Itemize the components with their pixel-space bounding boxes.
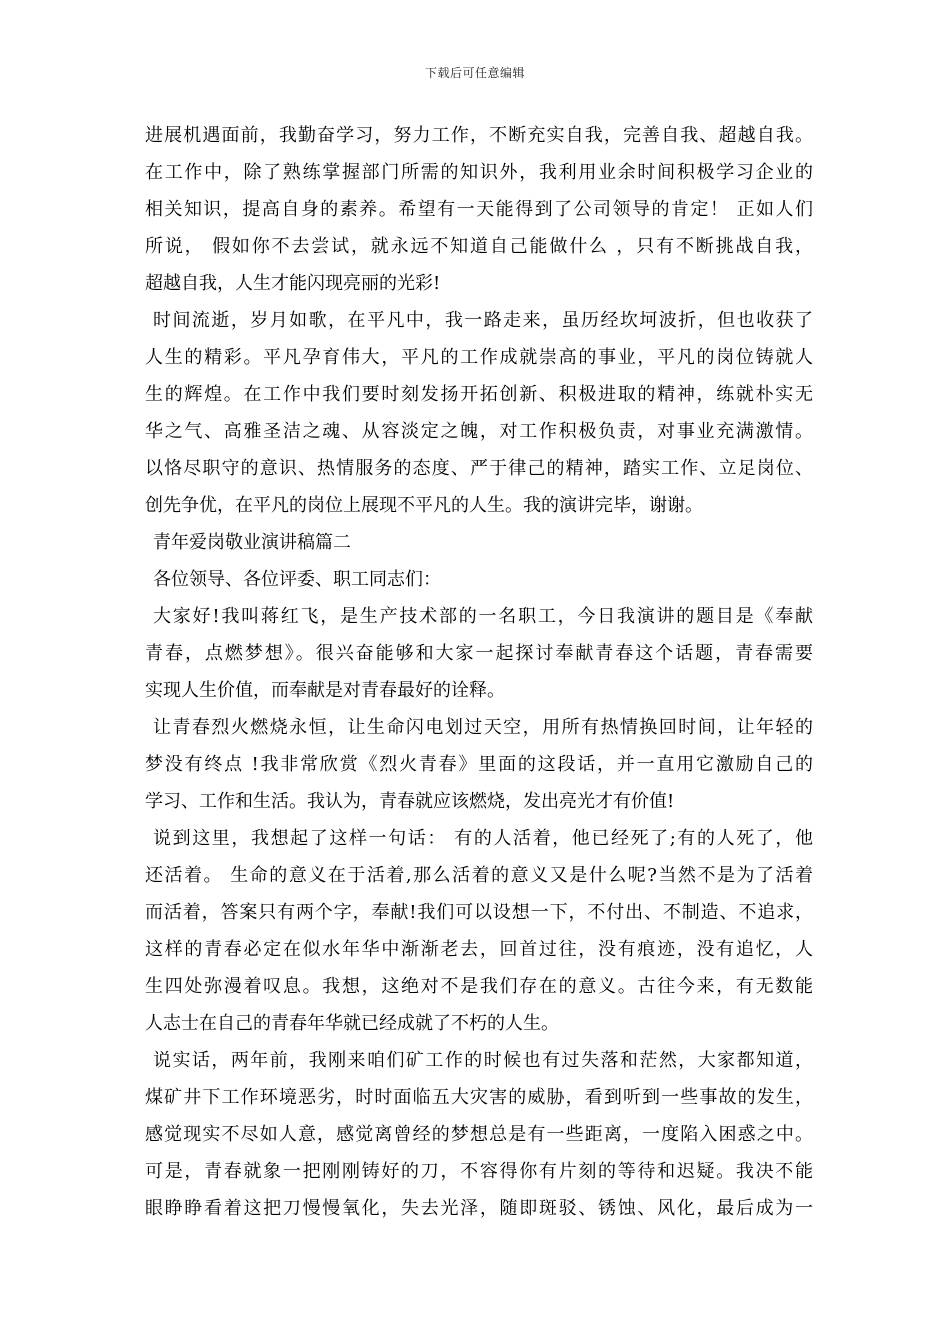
text-line: 可是，青春就象一把刚刚铸好的刀，不容得你有片刻的等待和迟疑。我决不能 [145, 1161, 813, 1182]
text-line: 华之气、高雅圣洁之魂、从容淡定之魄，对工作积极负责，对事业充满激情。 [145, 421, 813, 442]
text-line: 生四处弥漫着叹息。我想，这绝对不是我们存在的意义。古往今来，有无数能 [145, 976, 813, 997]
text-line: 梦没有终点 !我非常欣赏《烈火青春》里面的这段话，并一直用它激励自己的 [145, 754, 813, 775]
text-line: 学习、工作和生活。我认为，青春就应该燃烧，发出亮光才有价值! [145, 791, 675, 812]
text-line: 这样的青春必定在似水年华中渐渐老去，回首过往，没有痕迹，没有追忆，人 [145, 939, 813, 960]
text-line: 青春，点燃梦想》。很兴奋能够和大家一起探讨奉献青春这个话题，青春需要 [145, 643, 813, 664]
text-line: 青年爱岗敬业演讲稿篇二 [153, 532, 351, 553]
text-line: 超越自我，人生才能闪现亮丽的光彩! [145, 273, 441, 294]
document-body [145, 117, 813, 1227]
text-line: 在工作中，除了熟练掌握部门所需的知识外，我利用业余时间积极学习企业的 [145, 162, 813, 183]
text-line: 煤矿井下工作环境恶劣，时时面临五大灾害的威胁，看到听到一些事故的发生， [145, 1087, 813, 1108]
text-line: 实现人生价值，而奉献是对青春最好的诠释。 [145, 680, 505, 701]
text-line: 相关知识，提高自身的素养。希望有一天能得到了公司领导的肯定！ 正如人们 [145, 199, 813, 220]
text-line: 让青春烈火燃烧永恒，让生命闪电划过天空，用所有热情换回时间，让年轻的 [153, 717, 813, 738]
text-line: 人生的精彩。平凡孕育伟大，平凡的工作成就崇高的事业，平凡的岗位铸就人 [145, 347, 813, 368]
text-line: 生的辉煌。在工作中我们要时刻发扬开拓创新、积极进取的精神，练就朴实无 [145, 384, 813, 405]
text-line: 人志士在自己的青春年华就已经成就了不朽的人生。 [145, 1013, 559, 1034]
text-line: 进展机遇面前，我勤奋学习，努力工作，不断充实自我，完善自我、超越自我。 [145, 125, 813, 146]
text-line: 大家好!我叫蒋红飞，是生产技术部的一名职工，今日我演讲的题目是《奉献 [153, 606, 813, 627]
text-line: 时间流逝，岁月如歌，在平凡中，我一路走来，虽历经坎坷波折，但也收获了 [153, 310, 813, 331]
text-line: 还活着。 生命的意义在于活着,那么活着的意义又是什么呢?当然不是为了活着 [145, 865, 813, 886]
text-line: 创先争优，在平凡的岗位上展现不平凡的人生。我的演讲完毕，谢谢。 [145, 495, 703, 516]
text-line: 各位领导、各位评委、职工同志们： [153, 569, 441, 590]
text-line: 说到这里，我想起了这样一句话： 有的人活着，他已经死了;有的人死了，他 [153, 828, 813, 849]
text-line: 感觉现实不尽如人意，感觉离曾经的梦想总是有一些距离，一度陷入困惑之中。 [145, 1124, 813, 1145]
text-line: 所说， 假如你不去尝试，就永远不知道自己能做什么 ，只有不断挑战自我， [145, 236, 813, 257]
text-line: 而活着，答案只有两个字，奉献!我们可以设想一下，不付出、不制造、不追求， [145, 902, 813, 923]
page-header: 下载后可任意编辑 [424, 66, 525, 80]
text-line: 以恪尽职守的意识、热情服务的态度、严于律己的精神，踏实工作、立足岗位、 [145, 458, 813, 479]
text-line: 眼睁睁看着这把刀慢慢氧化，失去光泽，随即斑驳、锈蚀、风化，最后成为一 [145, 1198, 813, 1219]
text-line: 说实话，两年前，我刚来咱们矿工作的时候也有过失落和茫然，大家都知道， [153, 1050, 813, 1071]
